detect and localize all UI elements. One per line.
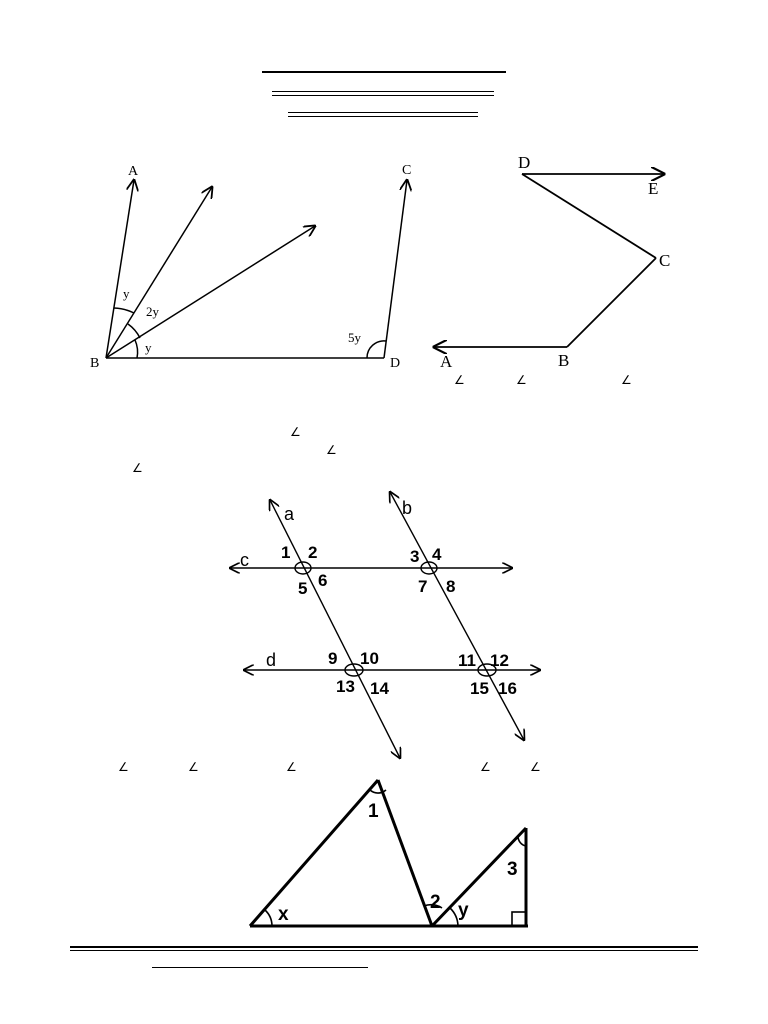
label-A: A xyxy=(128,164,139,179)
triangle1-right xyxy=(378,780,432,926)
label-line-a: a xyxy=(284,504,295,524)
arc-5y xyxy=(367,341,386,358)
angle-2: 2 xyxy=(308,543,318,562)
figure-2-zigzag xyxy=(434,174,664,347)
angle-symbol: ∠ xyxy=(286,760,297,774)
angle-symbol: ∠ xyxy=(621,373,632,387)
segment-CB xyxy=(567,258,656,347)
angle-symbol: ∠ xyxy=(118,760,129,774)
arc-2y xyxy=(128,324,140,338)
arc-x xyxy=(265,910,272,926)
angle-3: 3 xyxy=(410,547,420,566)
angle-symbol: ∠ xyxy=(132,461,143,475)
figure-3-parallel-lines xyxy=(230,492,540,758)
figure-2-labels xyxy=(440,153,670,371)
angle-4: 4 xyxy=(432,545,442,564)
angle-symbol: ∠ xyxy=(530,760,541,774)
angle-12: 12 xyxy=(490,651,509,670)
angle-15: 15 xyxy=(470,679,489,698)
label-angle-y-top: y xyxy=(123,286,130,301)
angle-13: 13 xyxy=(336,677,355,696)
angle-7: 7 xyxy=(418,577,428,596)
angle-9: 9 xyxy=(328,649,338,668)
figure-4-triangles xyxy=(250,780,528,926)
angle-symbol: ∠ xyxy=(480,760,491,774)
angle-5: 5 xyxy=(298,579,308,598)
line-b xyxy=(390,492,524,740)
label-C: C xyxy=(402,163,412,178)
angle-symbol: ∠ xyxy=(516,373,527,387)
figure-4-marks xyxy=(265,790,526,926)
angle-14: 14 xyxy=(370,679,389,698)
ray-B-mid2 xyxy=(106,226,315,358)
angle-symbol: ∠ xyxy=(454,373,465,387)
angle-symbol: ∠ xyxy=(326,443,337,457)
label-B: B xyxy=(558,351,570,370)
label-line-d: d xyxy=(266,650,277,670)
segment-DC xyxy=(522,174,659,258)
angle-8: 8 xyxy=(446,577,456,596)
label-angle-y-bottom: y xyxy=(145,340,152,355)
label-D: D xyxy=(518,153,531,172)
arc-y-bottom xyxy=(135,340,138,358)
angle-symbol: ∠ xyxy=(188,760,199,774)
label-angle-5y: 5y xyxy=(348,330,361,345)
angle-symbol: ∠ xyxy=(290,425,301,439)
angle-10: 10 xyxy=(360,649,379,668)
label-E: E xyxy=(648,179,659,198)
angle-16: 16 xyxy=(498,679,517,698)
label-x: x xyxy=(278,904,289,925)
label-C: C xyxy=(659,251,671,270)
arc-y-top xyxy=(114,308,134,313)
label-angle-2: 2 xyxy=(430,892,441,913)
label-A: A xyxy=(440,352,453,371)
label-angle-2y: 2y xyxy=(146,304,159,319)
arc-y xyxy=(450,908,458,926)
line-a xyxy=(270,500,400,758)
triangle1-left xyxy=(250,780,378,926)
figure-1-angles xyxy=(106,180,407,358)
label-line-c: c xyxy=(240,550,249,570)
right-angle-mark xyxy=(512,912,526,926)
figure-4-labels xyxy=(278,801,518,925)
label-angle-1: 1 xyxy=(368,801,379,822)
label-D: D xyxy=(390,356,401,371)
ray-B-mid1 xyxy=(106,187,212,358)
label-line-b: b xyxy=(402,498,413,518)
label-B: B xyxy=(90,356,100,371)
ray-BA xyxy=(106,180,134,358)
ray-DC xyxy=(384,180,407,358)
angle-11: 11 xyxy=(458,651,476,670)
label-angle-3: 3 xyxy=(507,859,518,880)
angle-1: 1 xyxy=(281,543,291,562)
angle-6: 6 xyxy=(318,571,328,590)
label-y: y xyxy=(458,900,469,921)
